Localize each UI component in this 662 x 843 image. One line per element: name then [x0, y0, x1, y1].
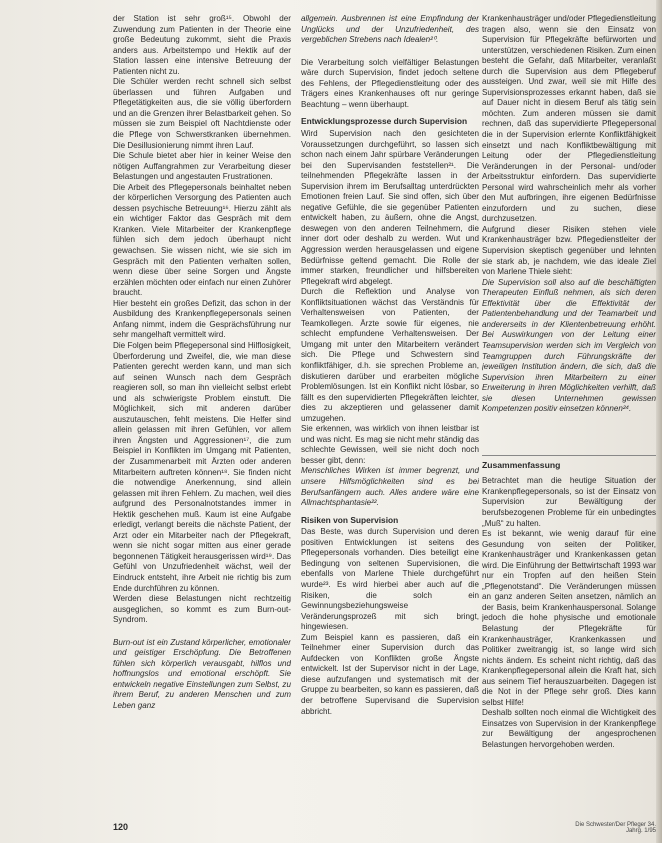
paragraph: Es ist bekannt, wie wenig darauf für eine Gesundung von seiten der Politiker, Krankenhausträger und Krankenkassen getan wird. Die Einführung der Bettwirtschaft 1993 war nur ein Tropfen auf den heißen Stein „Pflegenotstand“. Die Veränderungen müssen an ganz anderen Seiten ansetzen, nämlich an der Basis, beim Krankenhauspersonal. Solange jedoch die hohe physische und emotionale Belastung der Pflegekräfte für Krankenhausträger, Krankenkassen und Politiker zweitrangig ist, so lange wird sich nichts ändern. Es scheint nicht richtig, daß das Krankenpflegepersonal allein die Kraft hat, sich aus seinem Tief herauszuarbeiten. Dagegen ist die Not in der Pflege sehr groß. Dies kann selbst Hilfe!: [482, 529, 656, 707]
paragraph: Zum Beispiel kann es passieren, daß ein Teilnehmer einer Supervision durch das Aufdecken von Konflikten große Ängste entwickelt. Ist der Supervisor nicht in der Lage, diese aufzufangen und systematisch mit der Gruppe zu bearbeiten, so kann es passieren, daß der betroffene Supervisand die Supervision abbricht.: [301, 632, 479, 716]
paragraph: Die Arbeit des Pflegepersonals beinhaltet neben der körperlichen Versorgung des Patienten auch dessen psychische Betreuung¹⁶. Hierzu zählt als ein wichtiger Faktor das Gespräch mit dem Kranken. Viele Mitarbeiter der Krankenpflege fühlen sich dem jedoch überhaupt nicht gewachsen. Sie wissen nicht, wie sie sich im Gespräch mit den Patienten verhalten sollen, wenn diese über seine Sorgen und Ängste erzählen möchten oder einfach nur einen Zuhörer braucht.: [113, 182, 291, 298]
paragraph: Die Schule bietet aber hier in keiner Weise den nötigen Auffangrahmen zur Verarbeitung dieser Belastungen und angestauten Frustrationen.: [113, 151, 291, 182]
paragraph: Krankenhausträger und/oder Pflegedienstleitung tragen also, wenn sie den Einsatz von Supervision für Pflegekräfte befürworten und unterstützen, verschiedenen Risiken. Zum einen besteht die Gefahr, daß Mitarbeiter, veranlaßt durch die Supervision aus dem Pflegeberuf aussteigen. Und zwar, weil sie mit Hilfe des Supervisionsprozesses erkannt haben, daß sie auf Dauer nicht in diesem Beruf als tätig sein möchten. Zum anderen müssen sie damit rechnen, daß das supervidierte Pflegepersonal die in der Supervision erlernte Konfliktfähigkeit einsetzt und nach Konfliktbewältigung mit Leitung oder der Pflegedienstleitung Veränderungen in der Personal- und/oder Arbeitsstruktur einfordern. Das supervidierte Personal wird wahrscheinlich mehr als vorher den Mut aufbringen, ihre eigenen Bedürfnisse einzufordern und zu suchen, diese durchzusetzen.: [482, 14, 656, 224]
page-number: 120: [113, 822, 129, 832]
paragraph: Hier besteht ein großes Defizit, das schon in der Ausbildung des Krankenpflegepersonals seinen Anfang nimmt, indem die Gesprächsführung nur sehr mangelhaft vermittelt wird.: [113, 298, 291, 340]
summary-heading: Zusammenfassung: [482, 455, 656, 471]
section-heading: Entwicklungsprozesse durch Supervision: [301, 116, 468, 127]
paragraph: Durch die Reflektion und Analyse von Konfliktsituationen wächst das Verständnis für Verhaltensweisen von Patienten, der Teamkollegen. Ärzte sowie für eigenes, nie schlecht empfundene Verhaltensweisen. Der Umgang mit unter den Mitarbeitern verändert sich. Die Pflege und Schwestern sind konfliktfähiger, d.h. sie sprechen Probleme an, diskutieren darüber und erarbeiten mögliche Problemlösungen. Ist ein Konflikt nicht lösbar, so fällt es den supervidierten Pflegekräften leichter, dies zu akzeptieren und gelassener damit umzugehen.: [301, 287, 479, 423]
paragraph: Aufgrund dieser Risiken stehen viele Krankenhausträger bzw. Pflegedienstleiter der Supervision skeptisch gegenüber und lehnten sie stark ab, je nachdem, wie das ideale Ziel von Marlene Thiele sieht:: [482, 224, 656, 277]
paragraph: Die Folgen beim Pflegepersonal sind Hilflosigkeit, Überforderung und Zweifel, die, wie man diese Patienten gerecht werden kann, und man sich auf seinen Wunsch nach dem Gespräch reagieren soll, so man ihn vielleicht selbst erlebt und als schwierigste Problem einstuft. Die Möglichkeit, sich mit anderen darüber auszutauschen, fehlt meistens. Die Helfer sind allein gelassen mit ihren Gefühlen, vor allem ihren Ängsten und Aggressionen¹⁷, die zum Beispiel in Konflikten im Umgang mit Patienten, der Zusammenarbeit mit Ärzten oder anderen Mitarbeitern auftreten können¹⁸. Sie finden nicht die notwendige Anerkennung, sind allein gelassen mit ihren Fehlern. Zu machen, weil dies aufgrund des Personalnotstandes immer in Hektik geschehen muß. Kaum ist eine Aufgabe erledigt, verlangt bereits die nächste Patient, der Arzt oder ein Mitarbeiter nach der Pflegekraft, wenn sie nicht sogar mitten aus einer gerade begonnenen Tätigkeit herausgerissen wird¹⁹. Das Gefühl von Unzufriedenheit wächst, weil der Eindruck entsteht, ihre Arbeit nie richtig bis zum Ende durchführen zu können.: [113, 340, 291, 593]
page-edge-shadow: [656, 0, 662, 843]
text-column-1: [113, 14, 291, 822]
paragraph: Sie erkennen, was wirklich von ihnen leistbar ist und was nicht. Es mag sie nicht mehr ständig das schlechte Gewissen, weil sie nicht doch noch besser gibt, denn:: [301, 424, 479, 465]
paragraph: Wird Supervision nach den gesichteten Voraussetzungen durchgeführt, so lassen sich schon nach einem Jahr spürbare Veränderungen bei den Supervisanden feststellen²¹. Die teilnehmenden Pflegekräfte lassen in der Supervision ihrem im Berufsalltag unterdrückten Emotionen freien Lauf. Sie sind offen, sich über negative Gefühle, die sie gegenüber Patienten entwickelt haben, zu äußern, ohne die Angst, deswegen von den anderen Teilnehmern, die inner dort oder deshalb zu werden. Wut und Aggression werden herausgelassen und eigene Bedürfnisse geltend gemacht. Die Rolle der immer starken, freundlicher und hilfsbereiten Pflegekraft wird abgelegt.: [301, 128, 479, 286]
paragraph: Die Schüler werden recht schnell sich selbst überlassen und führen Aufgaben und Pflegetätigkeiten aus, die sie völlig überfordern und an die Grenzen ihrer Belastbarkeit gehen. So müssen sie zum Beispiel oft Nachtdienste oder die Pflege von Schwerstkranken übernehmen. Die Desillusionierung nimmt ihren Lauf.: [113, 77, 291, 150]
quote-paragraph: allgemein. Ausbrennen ist eine Empfindung der Unglücks und der Unzufriedenheit, des vergeblichen Strebens nach Idealen²⁰.: [301, 14, 479, 45]
running-footer: Die Schwester/Der Pfleger 34. Jahrg. 1/95: [575, 822, 656, 834]
text-column-3: [482, 14, 656, 822]
paragraph: der Station ist sehr groß¹⁵. Obwohl der Zuwendung zum Patienten in der Theorie eine große Bedeutung zukommt, sieht die Praxis anders aus. Arbeitstempo und Hektik auf der Station lassen eine intensive Betreuung der Patienten nicht zu.: [113, 14, 291, 76]
section-heading: Risiken von Supervision: [301, 514, 399, 525]
paragraph: Werden diese Belastungen nicht rechtzeitig ausgeglichen, so kommt es zum Burn-out-Syndrom.: [113, 594, 291, 625]
text-column-2: [301, 14, 479, 822]
quote-paragraph: Die Supervision soll also auf die beschäftigten Therapeuten Einfluß nehmen, als sich deren Effektivität über die Effektivität der Patientenbehandlung und der Teamarbeit und andererseits in der Klientenbetreuung erhöht. Bei Auswirkungen von der Leitung einer Teamsupervision werden sich im Vergleich von Teamgruppen durch Führungskräfte der jeweiligen Institution ändern, die sich, daß die Supervision ihren Mitarbeitern zu einer Erweiterung in ihren Möglichkeiten verhilft, daß sie diesen Unternehmen gewissen Kompetenzen positiv einsetzen können²⁴.: [482, 277, 656, 414]
paragraph: Betrachtet man die heutige Situation der Krankenpflegepersonals, so ist der Einsatz von Supervision zur Bewältigung der berufsbezogenen Probleme für ein unbedingtes „Muß“ zu halten.: [482, 476, 656, 528]
quote-paragraph: Menschliches Wirken ist immer begrenzt, und unsere Hilfsmöglichkeiten sind es bei Berufsanfängern auch. Alles andere wäre eine Allmachtsphantasie²².: [301, 466, 479, 508]
paragraph: Die Verarbeitung solch vielfältiger Belastungen wäre durch Supervision, findet jedoch seltene des Fehlens, der Pflegedienstleitung oder des Trägers eines Krankenhauses oft nur geringe Beachtung – wenn überhaupt.: [301, 57, 479, 109]
paragraph: Deshalb sollten noch einmal die Wichtigkeit des Einsatzes von Supervision in der Krankenpflege zur Bewältigung der angesprochenen Belastungen hervorgehoben werden.: [482, 708, 656, 749]
paragraph: Das Beste, was durch Supervision und deren positiven Entwicklungen ist seitens des Pflegepersonals vorhanden. Dies beteiligt eine Bedingung von seltenen Supervisionen, die ebenfalls von Marlene Thiele durchgeführt wurde²³. Es wird hierbei aber auch auf die Risiken, die solch ein Gewinnungsbeziehungsweise Veränderungsprozeß mit sich bringt, hingewiesen.: [301, 527, 479, 632]
quote-paragraph: Burn-out ist ein Zustand körperlicher, emotionaler und geistiger Erschöpfung. Die Betroffenen fühlen sich körperlich verausgabt, hilflos und hoffnungslos und emotional erschöpft. Sie entwickeln negative Einstellungen zum Selbst, zu ihrem Beruf, zu anderen Menschen und zum Leben ganz: [113, 637, 291, 710]
